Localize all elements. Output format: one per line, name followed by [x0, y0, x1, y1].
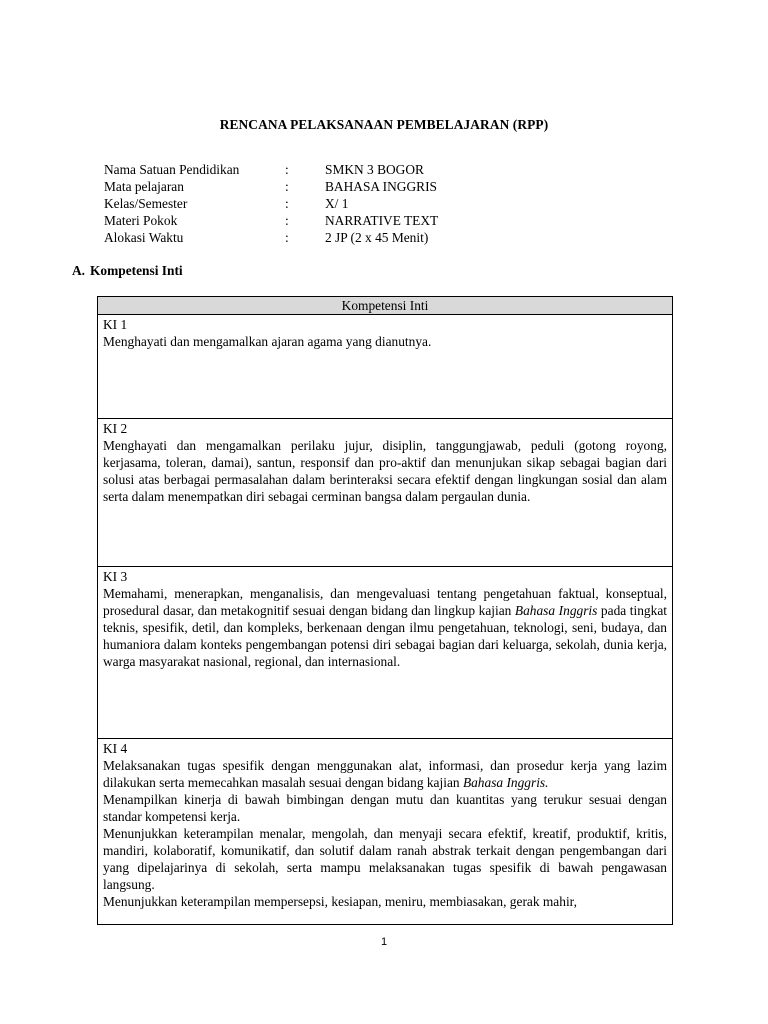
info-row-subject [104, 178, 438, 195]
ki-text-part: Memahami, menerapkan, menganalisis, dan mengevaluasi tentang pengetahuan faktual, konseptual, prosedural dasar, dan metakognitif sesuai dengan bidang dan lingkup kajian [103, 586, 667, 618]
ki-text: Menunjukkan keterampilan menalar, mengolah, dan menyaji secara efektif, kreatif, produktif, kritis, mandiri, kolaboratif, komunikatif, dan solutif dalam ranah abstrak terkait dengan pengembangan dari yang dipelajarinya di sekolah, serta mampu melaksanakan tugas spesifik di bawah pengawasan langsung. [103, 826, 667, 892]
info-label: Materi Pokok [104, 213, 178, 228]
identity-block [104, 161, 438, 246]
info-value: BAHASA INGGRIS [325, 179, 437, 194]
info-colon: : [285, 162, 289, 177]
kompetensi-inti-table [97, 296, 673, 925]
ki-text: Menunjukkan keterampilan mempersepsi, kesiapan, meniru, membiasakan, gerak mahir, [103, 894, 577, 909]
table-cell [98, 739, 673, 925]
info-value: X/ 1 [325, 196, 349, 211]
page-number: 1 [380, 936, 388, 948]
ki-text: Menghayati dan mengamalkan perilaku jujur, disiplin, tanggungjawab, peduli (gotong royong, kerjasama, toleran, damai), santun, responsif dan pro-aktif dan menunjukan sikap sebagai bagian dari solusi atas berbagai permasalahan dalam berinteraksi secara efektif dengan lingkungan sosial dan alam serta dalam menempatkan diri sebagai cerminan bangsa dalam pergaulan dunia. [103, 438, 667, 504]
ki-code: KI 2 [103, 421, 128, 436]
info-label: Nama Satuan Pendidikan [104, 162, 240, 177]
info-row-school [104, 161, 438, 178]
table-cell [98, 419, 673, 567]
ki-code: KI 3 [103, 569, 128, 584]
info-row-class [104, 195, 438, 212]
ki-text: Menampilkan kinerja di bawah bimbingan dengan mutu dan kuantitas yang terukur sesuai dengan standar kompetensi kerja. [103, 792, 667, 824]
ki-code: KI 4 [103, 741, 128, 756]
section-letter: A. [72, 263, 86, 278]
ki-text-part: pada tingkat teknis, spesifik, detil, dan kompleks, berkenaan dengan ilmu pengetahuan, teknologi, seni, budaya, dan humaniora dalam konteks pengembangan potensi diri sebagai bagian dari keluarga, sekolah, dunia kerja, warga masyarakat nasional, regional, dan internasional. [103, 603, 667, 669]
ki-text: Menghayati dan mengamalkan ajaran agama yang dianutnya. [103, 334, 432, 349]
ki-text-part: Melaksanakan tugas spesifik dengan menggunakan alat, informasi, dan prosedur kerja yang lazim dilakukan serta memecahkan masalah sesuai dengan bidang kajian [103, 758, 667, 790]
info-colon: : [285, 230, 289, 245]
ki-code: KI 1 [103, 317, 128, 332]
ki-text [103, 757, 667, 791]
table-cell [98, 567, 673, 739]
info-colon: : [285, 196, 289, 211]
table-row-ki4 [98, 739, 673, 925]
info-value: NARRATIVE TEXT [325, 213, 439, 228]
table-header: Kompetensi Inti [98, 297, 673, 315]
section-heading-a [72, 263, 183, 279]
table-row-ki1 [98, 315, 673, 419]
document-title: RENCANA PELAKSANAAN PEMBELAJARAN (RPP) [219, 117, 549, 132]
ki-text-italic: Bahasa Inggris [514, 603, 598, 618]
ki-text-italic: Bahasa Inggris. [462, 775, 549, 790]
table-row-ki2 [98, 419, 673, 567]
section-label: Kompetensi Inti [90, 263, 183, 278]
info-row-time [104, 229, 438, 246]
info-value: 2 JP (2 x 45 Menit) [325, 230, 429, 245]
ki-text [103, 585, 667, 670]
table-cell [98, 315, 673, 419]
info-label: Alokasi Waktu [104, 230, 184, 245]
info-row-topic [104, 212, 438, 229]
table-row-ki3 [98, 567, 673, 739]
info-label: Mata pelajaran [104, 179, 184, 194]
info-label: Kelas/Semester [104, 196, 188, 211]
info-colon: : [285, 213, 289, 228]
info-value: SMKN 3 BOGOR [325, 162, 424, 177]
info-colon: : [285, 179, 289, 194]
